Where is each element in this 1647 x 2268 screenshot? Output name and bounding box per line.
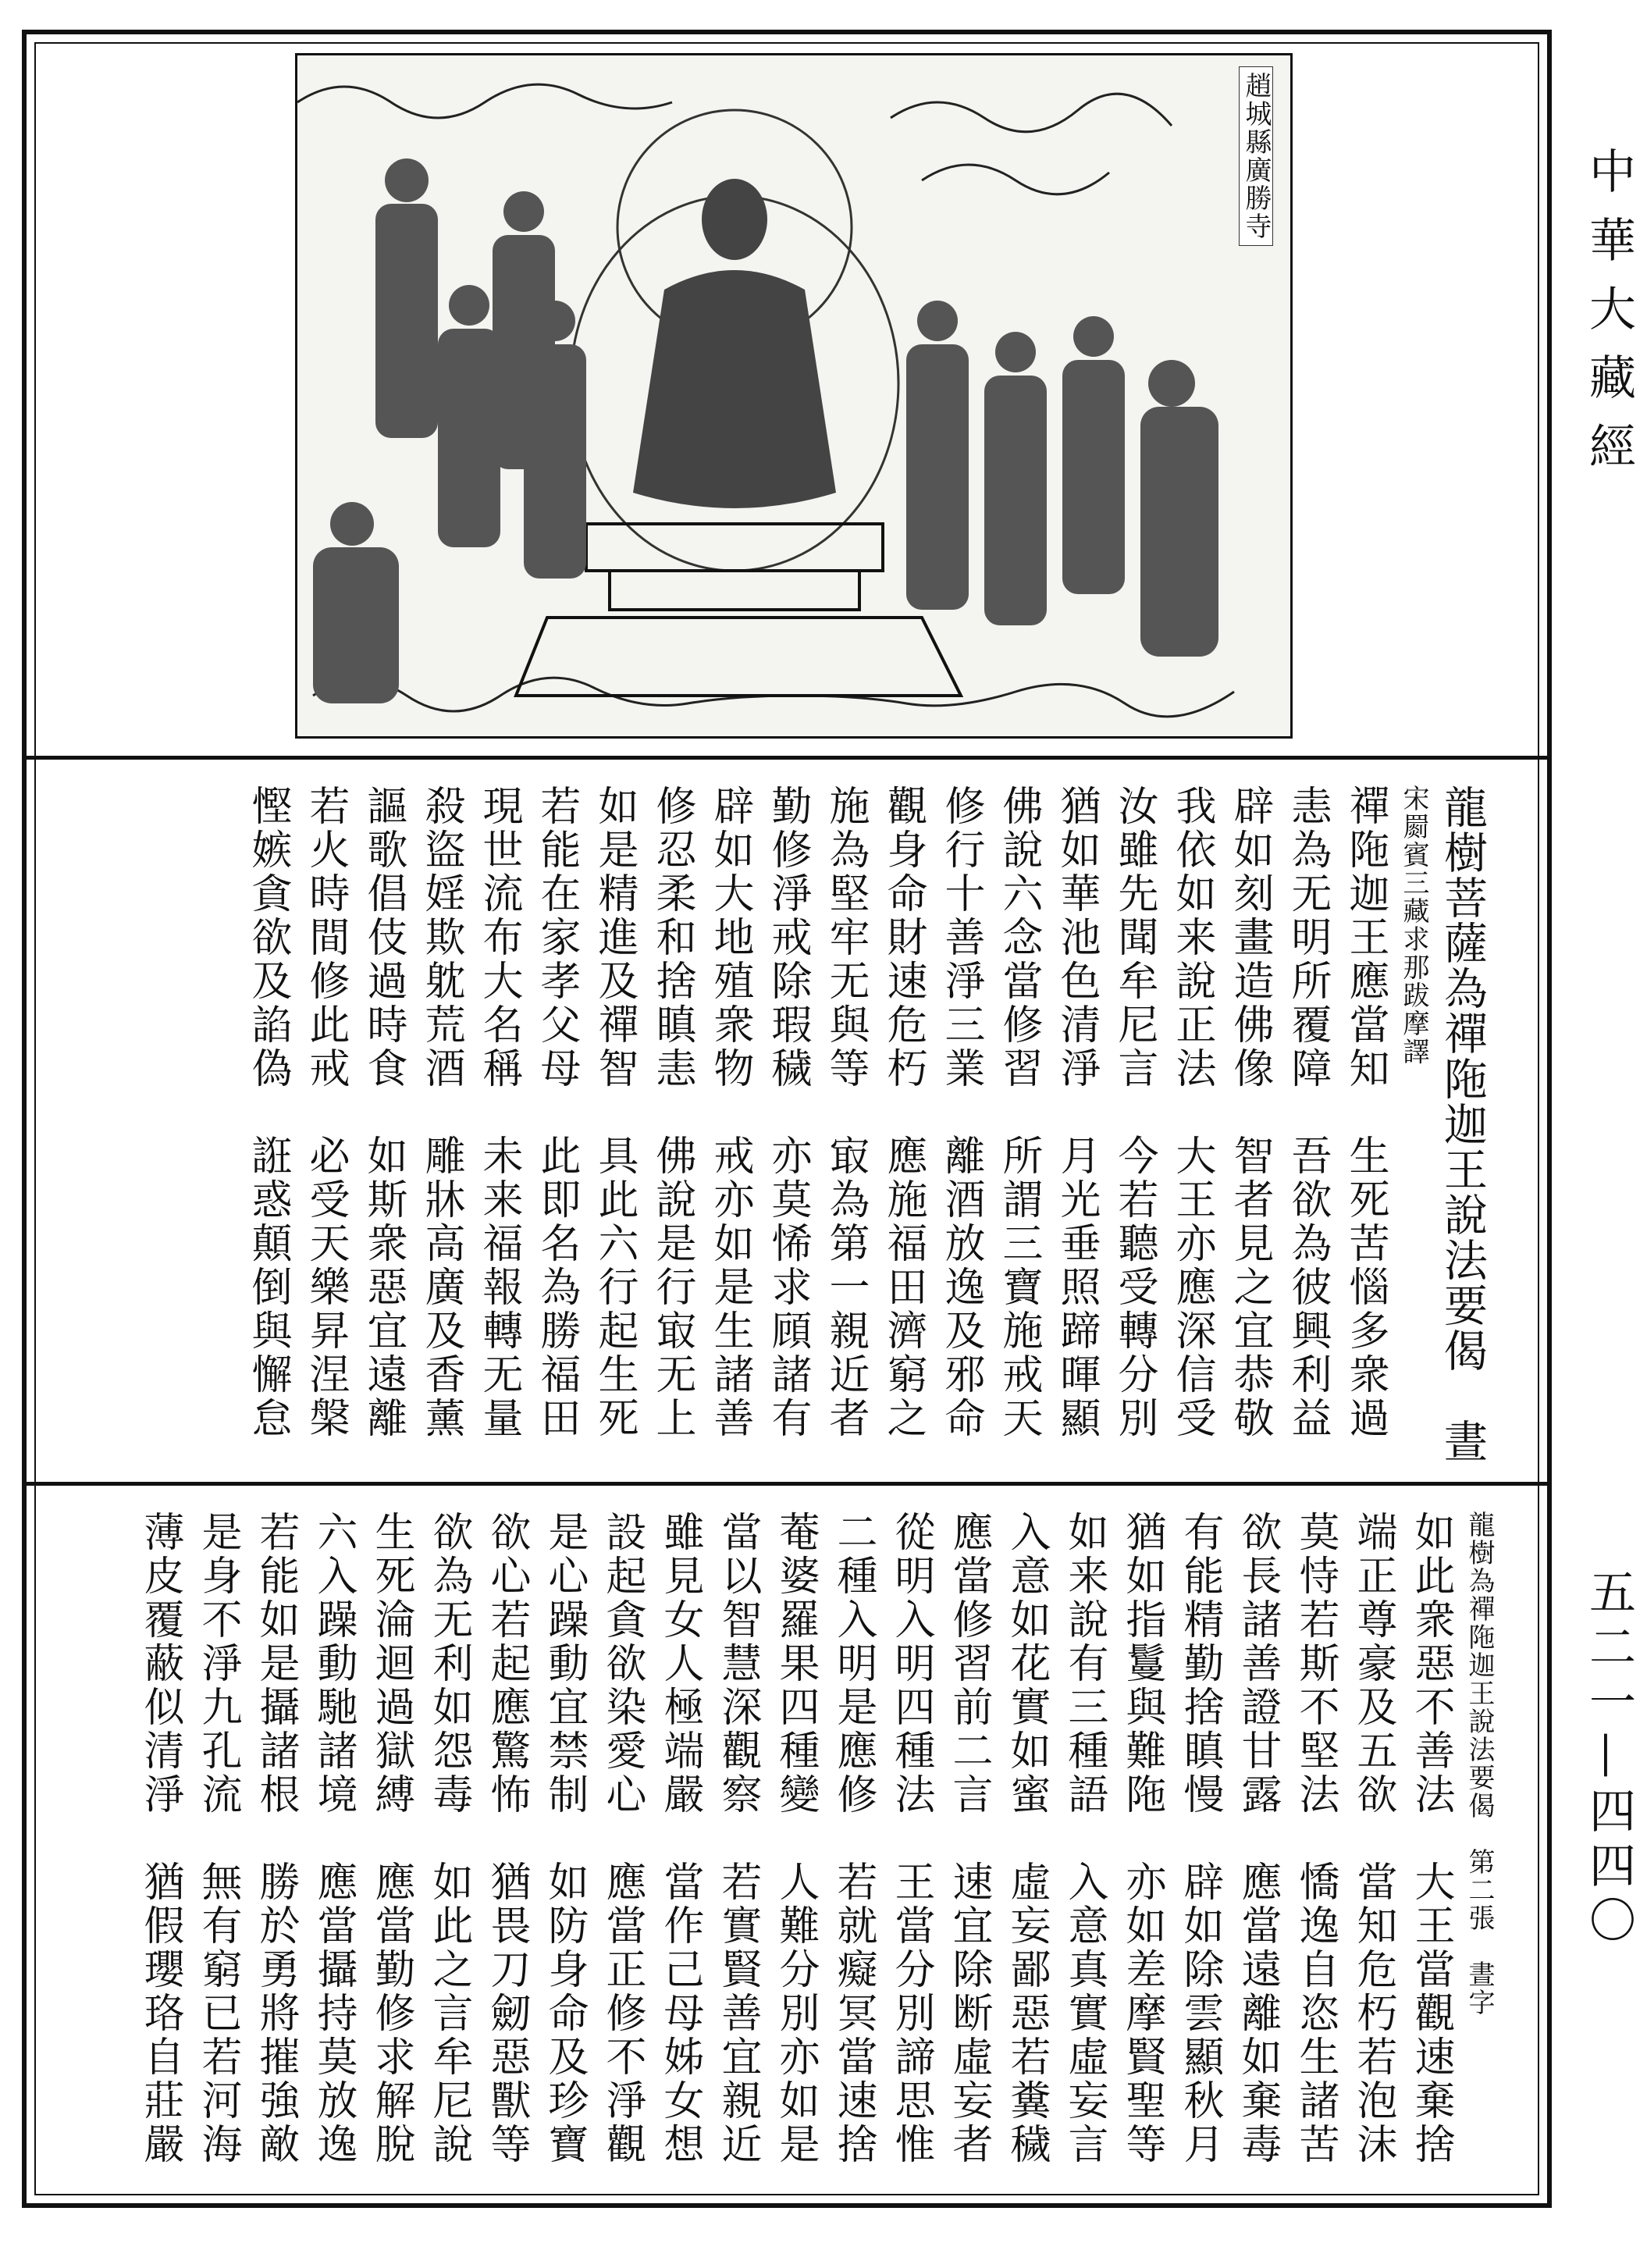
verse-section-1 [117, 785, 1491, 1472]
verse-column: 欲心若起應驚怖 猶畏刀劒惡獸等 [483, 1511, 530, 2167]
verse-column: 六入躁動馳諸境 應當攝持莫放逸 [310, 1511, 357, 2167]
verse-column: 勤修淨戒除瑕穢 亦莫悕求頋諸有 [764, 785, 811, 1440]
verse-column: 從明入明四種法 王當分別諦思惟 [888, 1511, 934, 2167]
illustration-caption: 趙城縣廣勝寺 [1239, 66, 1273, 246]
verse-column: 生死淪迴過獄縛 應當勤修求解脫 [368, 1511, 414, 2167]
verse-column: 猶如華池色清淨 月光垂照蹄暉顯 [1053, 785, 1100, 1440]
collection-title: 中華大藏經 [1581, 147, 1636, 490]
verse-column: 施為堅牢无與等 㝡為第一親近者 [822, 785, 869, 1440]
verse-column: 菴婆羅果四種變 人難分別亦如是 [772, 1511, 819, 2167]
verse-section-2 [86, 1511, 1499, 2198]
verse-column: 二種入明是應修 若就癡冥當速捨 [830, 1511, 877, 2167]
verse-column: 慳嫉貪欲及諂偽 誑惑顛倒與懈怠 [244, 785, 291, 1440]
verse-column: 是心躁動宜禁制 如防身命及珍寶 [541, 1511, 588, 2167]
verse-column: 佛說六念當修習 所謂三寶施戒天 [995, 785, 1042, 1440]
verse-column: 設起貪欲染愛心 應當正修不淨觀 [599, 1511, 646, 2167]
section-divider [22, 756, 1552, 760]
page-header-line: 龍樹為禪陁迦王說法要偈 第二張 晝字 [1464, 1511, 1495, 2017]
section-divider [22, 1482, 1552, 1486]
verse-column: 禪陁迦王應當知 生死苦惱多衆過 [1342, 785, 1389, 1440]
page-number: 五二一—四四〇 [1581, 1568, 1636, 1950]
verse-column: 欲為无利如怨毒 如此之言牟尼說 [425, 1511, 472, 2167]
verse-column: 恚為无明所覆障 吾欲為彼興利益 [1284, 785, 1331, 1440]
verse-column: 謳歌倡伎過時食 如斯衆惡宜遠離 [360, 785, 407, 1440]
verse-column: 修忍柔和捨瞋恚 佛說是行㝡无上 [649, 785, 695, 1440]
verse-column: 若火時間修此戒 必受天樂昇涅槃 [302, 785, 349, 1440]
verse-column: 應當修習前二言 速宜除断虛妄者 [945, 1511, 992, 2167]
verse-column: 若能在家孝父母 此即名為勝福田 [533, 785, 580, 1440]
verse-column: 端正尊豪及五欲 當知危朽若泡沫 [1350, 1511, 1396, 2167]
buddha-assembly-image [297, 55, 1290, 736]
verse-column: 莫恃若斯不堅法 憍逸自恣生諸苦 [1292, 1511, 1339, 2167]
verse-column: 如此衆惡不善法 大王當觀速棄捨 [1407, 1511, 1454, 2167]
translator-line: 宋罽賓三藏求那跋摩譯 [1398, 785, 1429, 1066]
verse-column: 如来說有三種語 入意真實虛妄言 [1061, 1511, 1108, 2167]
scripture-title: 龍樹菩薩為禪陁迦王說法要偈 晝 [1437, 785, 1488, 1464]
verse-column: 欲長諸善證甘露 應當遠離如棄毒 [1234, 1511, 1281, 2167]
verse-column: 辟如大地殖衆物 戒亦如是生諸善 [706, 785, 753, 1440]
verse-column: 如是精進及禪智 具此六行起生死 [591, 785, 638, 1440]
verse-column: 當以智慧深觀察 若實賢善宜親近 [714, 1511, 761, 2167]
verse-column: 觀身命財速危朽 應施福田濟窮之 [880, 785, 927, 1440]
verse-column: 殺盜婬欺躭荒酒 雕牀高廣及香薰 [418, 785, 464, 1440]
verse-column: 現世流布大名稱 未来福報轉无量 [475, 785, 522, 1440]
verse-column: 我依如来說正法 大王亦應深信受 [1169, 785, 1215, 1440]
verse-column: 有能精勤捨瞋慢 辟如除雲顯秋月 [1176, 1511, 1223, 2167]
verse-column: 辟如刻畫造佛像 智者見之宜恭敬 [1226, 785, 1273, 1440]
verse-column: 薄皮覆蔽似清淨 猶假瓔珞自莊嚴 [137, 1511, 183, 2167]
verse-column: 入意如花實如蜜 虛妄鄙惡若糞穢 [1003, 1511, 1050, 2167]
verse-column: 修行十善淨三業 離酒放逸及邪命 [937, 785, 984, 1440]
verse-column: 汝雖先聞牟尼言 今若聽受轉分別 [1111, 785, 1158, 1440]
verse-column: 是身不淨九孔流 無有窮已若河海 [194, 1511, 241, 2167]
verse-column: 猶如指鬘與難陁 亦如差摩賢聖等 [1119, 1511, 1165, 2167]
frontispiece-illustration [295, 53, 1293, 739]
verse-column: 雖見女人極端嚴 當作己母姊女想 [656, 1511, 703, 2167]
verse-column: 若能如是攝諸根 勝於勇將摧強敵 [252, 1511, 299, 2167]
